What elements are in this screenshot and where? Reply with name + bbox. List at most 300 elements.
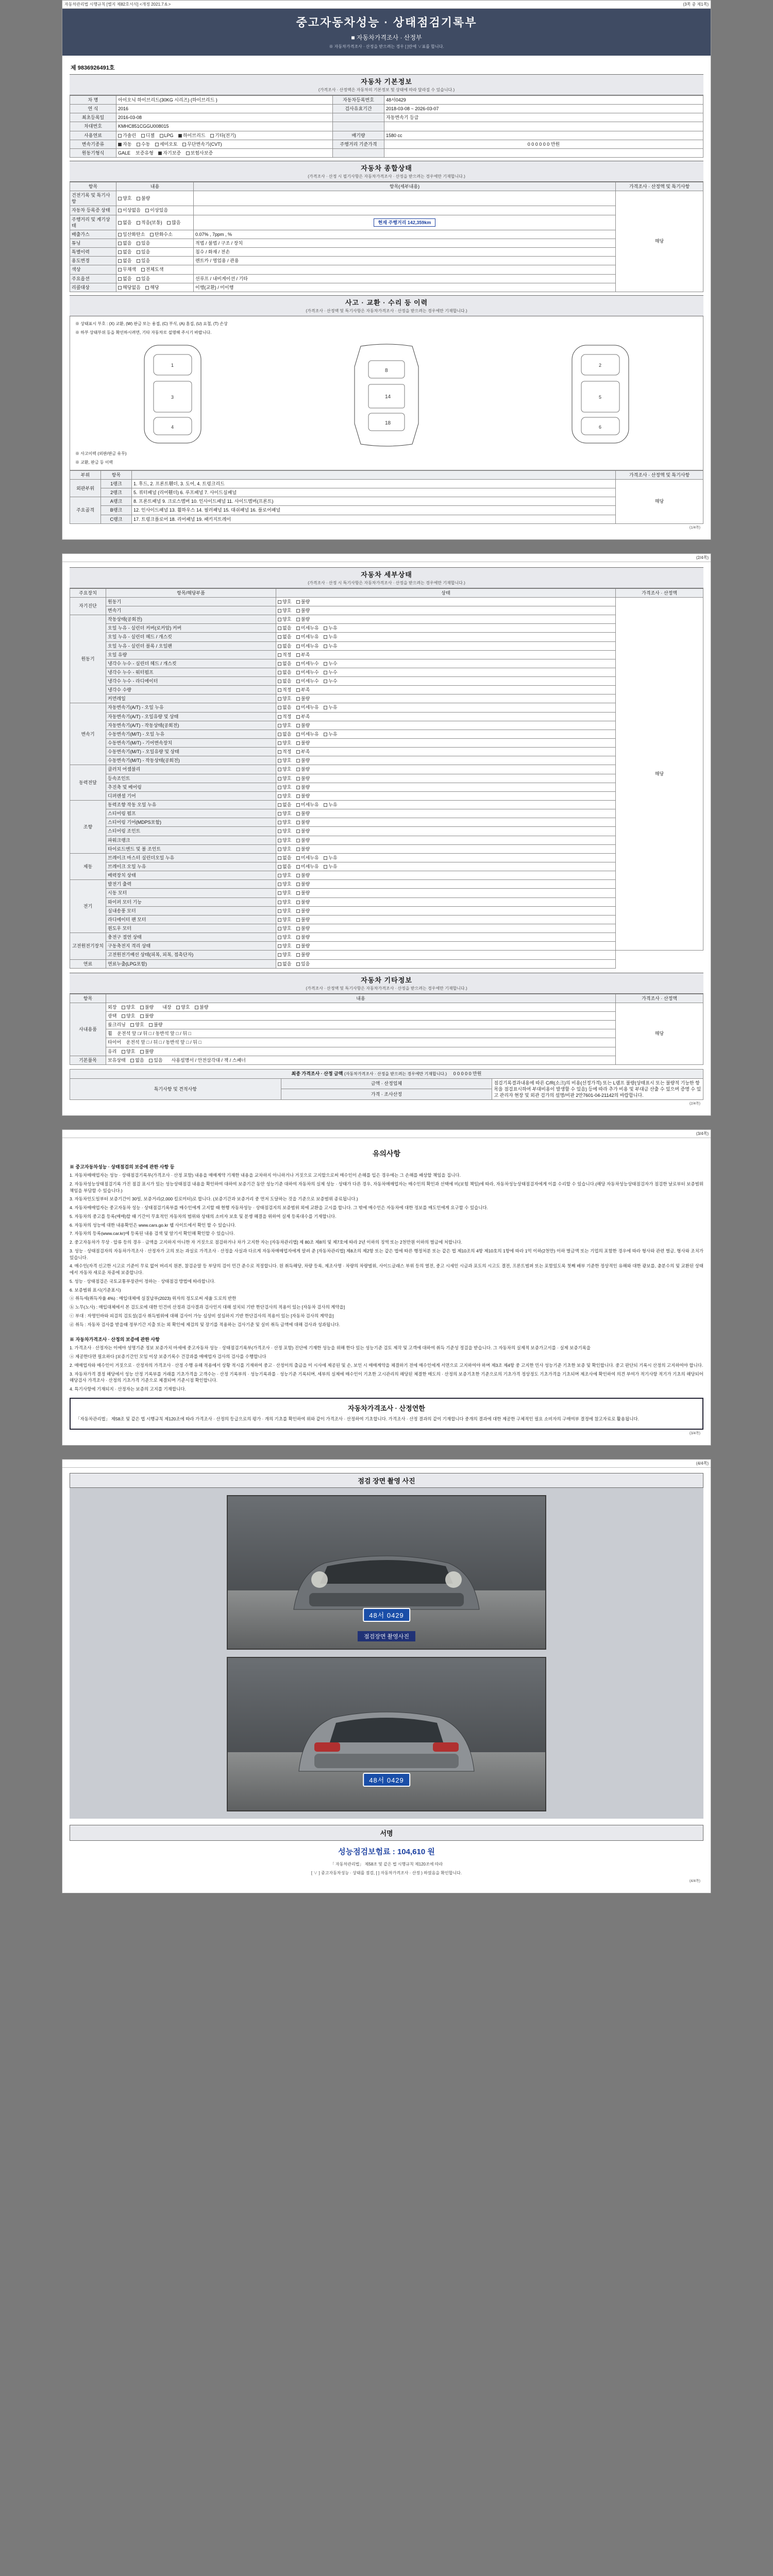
other-sub-label: 룸크리닝 [108, 1022, 126, 1028]
table-row [70, 774, 703, 783]
overall-row-5-detail: 침수 / 화재 / 전손 [194, 248, 616, 257]
table-row [70, 933, 703, 942]
page-3-topbar [62, 1130, 711, 1138]
option-checkbox[interactable]: 없음 [278, 669, 291, 675]
overall-col-0: 항목 [70, 182, 116, 191]
option-checkbox[interactable]: 없음 [278, 660, 291, 667]
option-checkbox[interactable]: 부족 [296, 714, 310, 720]
option-checkbox[interactable]: 불량 [296, 819, 310, 825]
option-checkbox[interactable]: 적정 [278, 714, 291, 720]
table-row [70, 215, 703, 230]
option-checkbox[interactable]: 없음 [278, 634, 291, 640]
detail-part: 오일 누유 - 실린더 블록 / 오일팬 [106, 641, 276, 650]
accident-note: 해당 [616, 479, 703, 523]
overall-row-1-item: 자동차 등록증 상태 [70, 206, 116, 215]
option-checkbox[interactable]: 불량 [296, 740, 310, 746]
option-checkbox[interactable]: 누유 [324, 643, 337, 649]
option-checkbox[interactable]: 없음 [118, 240, 131, 246]
option-checkbox[interactable]: 불량 [195, 1004, 208, 1010]
table-row [70, 959, 703, 968]
caution-item: 3. 자동차인도일부터 보증기간이 30일, 보증거리(2,000 킬로미터)로 합니다. (보증기간과 보증거리 중 먼저 도달하는 것을 기준으로 보증범위 종료됩니다.) [70, 1196, 358, 1202]
detail-opts [276, 774, 616, 783]
other-sub-label-2: 내장 [162, 1004, 172, 1010]
table-row [70, 756, 703, 765]
option-checkbox[interactable]: 불량 [296, 846, 310, 852]
other-row-5 [106, 1047, 616, 1056]
table-row [70, 659, 703, 668]
caution-sec3-item: 4. 특기사항에 기재되지 · 산정자는 보증의 고지를 기재합니다. [70, 1386, 186, 1392]
option-checkbox[interactable]: 없음 [278, 643, 291, 649]
option-checkbox[interactable]: 양호 [278, 607, 291, 614]
overall-note: 해당 [616, 191, 703, 292]
option-checkbox[interactable]: 전체도색 [141, 266, 164, 273]
option-checkbox[interactable]: 미세누수 [296, 678, 319, 684]
overall-row-6-detail: 렌트카 / 영업용 / 관용 [194, 257, 616, 265]
option-checkbox[interactable]: 양호 [278, 775, 291, 782]
page-2-top-left [64, 555, 65, 561]
table-row [70, 677, 703, 686]
detail-opts [276, 951, 616, 959]
option-checkbox[interactable]: 불량 [296, 952, 310, 958]
detail-part: 수동변속기(M/T) - 작동상태(공회전) [106, 756, 276, 765]
option-checkbox[interactable]: 없음 [278, 678, 291, 684]
detail-col-1: 항목/해당부품 [106, 588, 276, 597]
detail-part: 배력장치 상태 [106, 871, 276, 880]
option-checkbox[interactable]: 양호 [278, 917, 291, 923]
transmission-option[interactable]: 무단변속기(CVT) [182, 141, 222, 147]
option-checkbox[interactable]: 불량 [140, 1048, 154, 1055]
detail-part: 와이퍼 모터 기능 [106, 897, 276, 906]
table-row [70, 1078, 703, 1089]
detail-opts [276, 659, 616, 668]
other-note: 해당 [616, 1003, 703, 1064]
option-checkbox[interactable]: 불량 [296, 766, 310, 772]
option-checkbox[interactable]: 이상없음 [118, 207, 141, 213]
car-front-left-diagram [134, 340, 211, 448]
detail-part: 오일 누유 - 실린더 헤드 / 개스킷 [106, 633, 276, 641]
overall-row-9-detail: 이행(교환) / 미이행 [194, 283, 616, 292]
detail-opts [276, 730, 616, 738]
final-price-left-label: 특기사항 및 견적사항 [70, 1078, 281, 1099]
detail-opts [276, 836, 616, 844]
detail-part: 시동 모터 [106, 889, 276, 897]
rank-2-label: A랭크 [101, 497, 132, 506]
section-other-header [70, 973, 703, 994]
table-row [70, 730, 703, 738]
detail-part: 냉각수 누수 - 워터펌프 [106, 668, 276, 676]
detail-part: 원동기 [106, 597, 276, 606]
option-checkbox[interactable]: 불량 [296, 899, 310, 905]
option-checkbox[interactable]: 이상있음 [145, 207, 168, 213]
option-checkbox[interactable]: 일산화탄소 [118, 231, 145, 238]
option-checkbox[interactable]: 불량 [149, 1022, 162, 1028]
option-checkbox[interactable]: 없음 [130, 1057, 144, 1063]
option-checkbox[interactable]: 있음 [296, 961, 310, 967]
option-checkbox[interactable]: 미세누유 [296, 634, 319, 640]
table-row [70, 694, 703, 703]
section-basic-title: 자동차 기본정보 [361, 78, 412, 86]
rank-4-items: 17. 트렁크플로어 18. 리어패널 19. 패키지트레이 [132, 515, 616, 523]
inspection-value: 2018-03-08 ~ 2026-03-07 [384, 105, 703, 113]
option-checkbox[interactable]: 해당없음 [118, 284, 141, 291]
option-checkbox[interactable]: 해당 [145, 284, 159, 291]
option-checkbox[interactable]: 양호 [278, 881, 291, 887]
option-checkbox[interactable]: 불량 [296, 872, 310, 878]
option-checkbox[interactable]: 누유 [324, 704, 337, 710]
detail-col-2: 상태 [276, 588, 616, 597]
option-checkbox[interactable]: 양호 [278, 766, 291, 772]
option-checkbox[interactable]: 불량 [296, 943, 310, 949]
mileage-basis-label [333, 122, 384, 131]
transmission-option[interactable]: 세미오토 [155, 141, 178, 147]
option-checkbox[interactable]: 많음 [167, 219, 180, 226]
rank-0-items: 1. 후드, 2. 프론트휀더, 3. 도어, 4. 트렁크리드 [132, 479, 616, 488]
option-checkbox[interactable]: 불량 [296, 917, 310, 923]
caution-more: 2. 중고자동차가 무상 · 압류 등의 경우 · 금액을 고지하지 아니한 자 거짓으로 점검하거나 차가 고지한 자는 [자동차관리법] 제 80조 제8의 및 제7호에 따라 2년 이하의 징역 또는 2천만원 이하의 벌금에 처합니다. [70, 1240, 462, 1245]
detail-part: 라디에이터 팬 모터 [106, 915, 276, 924]
table-row [70, 783, 703, 791]
document-number [70, 61, 703, 74]
table-row [70, 230, 703, 239]
option-checkbox[interactable]: 양호 [278, 722, 291, 728]
option-checkbox[interactable]: 양호 [278, 934, 291, 940]
fuel-option[interactable]: 디젤 [141, 132, 155, 139]
option-checkbox[interactable]: 부족 [296, 652, 310, 658]
detail-part: 연료누출(LPG포함) [106, 959, 276, 968]
option-checkbox[interactable]: 양호 [278, 810, 291, 817]
option-checkbox[interactable]: 불량 [296, 616, 310, 622]
svg-text:5: 5 [599, 394, 602, 400]
detail-part: 커먼레일 [106, 694, 276, 703]
option-checkbox[interactable]: 누유 [324, 855, 337, 861]
table-header-row [70, 182, 703, 191]
other-row-3 [106, 1029, 616, 1038]
detail-part: 클러치 어셈블리 [106, 765, 276, 774]
option-checkbox[interactable]: 누유 [324, 802, 337, 808]
detail-group-6: 전기 [70, 880, 106, 933]
svg-text:14: 14 [384, 394, 391, 400]
option-checkbox[interactable]: 미세누유 [296, 643, 319, 649]
option-checkbox[interactable]: 양호 [278, 872, 291, 878]
table-row [70, 265, 703, 274]
table-row [70, 880, 703, 889]
option-checkbox[interactable]: 탄화수소 [150, 231, 173, 238]
option-checkbox[interactable]: 없음 [118, 276, 131, 282]
option-checkbox[interactable]: 양호 [278, 952, 291, 958]
table-row [70, 818, 703, 827]
final-price-row-0-label: 금액 · 산정업체 [281, 1078, 492, 1089]
caution-sec3-title: ※ 자동차가격조사 · 산정의 보증에 관한 사항 [70, 1337, 160, 1343]
option-checkbox[interactable]: 양호 [278, 696, 291, 702]
other-sub-label: 휠 [108, 1031, 112, 1037]
option-checkbox[interactable]: 누유 [324, 625, 337, 631]
other-basic-items-label: 기본품목 [70, 1056, 106, 1064]
section-basic-header [70, 74, 703, 95]
option-checkbox[interactable]: 불량 [296, 775, 310, 782]
option-checkbox[interactable]: 불량 [296, 881, 310, 887]
table-row [70, 191, 703, 206]
option-checkbox[interactable]: 누수 [324, 669, 337, 675]
table-row [70, 515, 703, 523]
table-row [70, 801, 703, 809]
option-checkbox[interactable]: 양호 [176, 1004, 190, 1010]
option-checkbox[interactable]: 불량 [296, 934, 310, 940]
fuel-option[interactable]: 기타(전기) [210, 132, 236, 139]
detail-opts [276, 959, 616, 968]
option-checkbox[interactable]: 없음 [278, 704, 291, 710]
page-3-mark: (3/4쪽) [696, 1131, 709, 1137]
option-checkbox[interactable]: 없음 [278, 802, 291, 808]
option-checkbox[interactable]: 불량 [296, 828, 310, 834]
option-checkbox[interactable]: 적정 [278, 652, 291, 658]
option-checkbox[interactable]: 미세누유 [296, 855, 319, 861]
option-checkbox[interactable]: 미세누수 [296, 660, 319, 667]
fuel-option[interactable]: 가솔린 [118, 132, 136, 139]
option-checkbox[interactable]: 없음 [118, 258, 131, 264]
caution-item: 5. 자동차의 중고를 등록(매매)할 때 기간이 무효적인 자동차의 범위와 상태의 소비자 보호 및 분쟁 해결을 위하여 실제 등록대수를 기재합니다. [70, 1213, 337, 1219]
option-checkbox[interactable]: 불량 [296, 607, 310, 614]
option-checkbox[interactable]: 양호 [278, 908, 291, 914]
warranty-option[interactable]: 보험사보증 [186, 150, 213, 156]
option-checkbox[interactable]: 양호 [278, 837, 291, 843]
option-checkbox[interactable]: 무채색 [118, 266, 136, 273]
other-group-label: 사내용품 [70, 1003, 106, 1056]
svg-text:8: 8 [384, 367, 388, 374]
table-row [70, 497, 703, 506]
displacement-value: 1580 cc [384, 131, 703, 140]
option-checkbox[interactable]: 적정 [278, 687, 291, 693]
option-checkbox[interactable]: 불량 [140, 1004, 154, 1010]
transmission-option[interactable]: 수동 [137, 141, 150, 147]
table-row [70, 942, 703, 951]
detail-part: 발전기 출력 [106, 880, 276, 889]
reg-no-label: 자동차등록번호 [333, 96, 384, 105]
detail-col-3: 가격조사 · 산정액 [616, 588, 703, 597]
option-checkbox[interactable]: 양호 [278, 828, 291, 834]
overall-row-7-detail [194, 265, 616, 274]
option-checkbox[interactable]: 불량 [296, 784, 310, 790]
other-row-6 [106, 1056, 616, 1064]
detail-opts [276, 641, 616, 650]
option-checkbox[interactable]: 불량 [296, 908, 310, 914]
option-checkbox[interactable]: 양호 [278, 925, 291, 931]
front-plate: 48서 0429 [363, 1608, 410, 1622]
option-checkbox[interactable]: 양호 [278, 784, 291, 790]
option-checkbox[interactable]: 불량 [296, 599, 310, 605]
option-checkbox[interactable]: 양호 [278, 740, 291, 746]
option-checkbox[interactable]: 부족 [296, 687, 310, 693]
detail-opts [276, 827, 616, 836]
option-checkbox[interactable]: 불량 [296, 722, 310, 728]
option-checkbox[interactable]: 불량 [296, 793, 310, 799]
warranty-option-selected[interactable]: 자기보증 [158, 150, 181, 156]
option-checkbox[interactable]: 누유 [324, 634, 337, 640]
svg-text:2: 2 [599, 362, 602, 368]
detail-opts [276, 897, 616, 906]
option-checkbox[interactable]: 누수 [324, 660, 337, 667]
option-checkbox[interactable]: 미세누수 [296, 669, 319, 675]
table-row [70, 257, 703, 265]
section-detail-title: 자동차 세부상태 [361, 570, 412, 579]
option-checkbox[interactable]: 양호 [122, 1048, 135, 1055]
option-checkbox[interactable]: 없음 [278, 863, 291, 870]
option-checkbox[interactable]: 불량 [296, 837, 310, 843]
option-checkbox[interactable]: 양호 [278, 846, 291, 852]
option-checkbox[interactable]: 양호 [118, 195, 131, 201]
fuel-label: 사용연료 [70, 131, 116, 140]
detail-group-5: 제동 [70, 853, 106, 879]
option-checkbox[interactable]: 불량 [296, 925, 310, 931]
option-checkbox[interactable]: 양호 [130, 1022, 144, 1028]
option-checkbox[interactable]: 미세누유 [296, 802, 319, 808]
option-checkbox[interactable]: 있음 [137, 249, 150, 255]
option-checkbox[interactable]: 없음 [278, 961, 291, 967]
option-checkbox[interactable]: 누유 [324, 731, 337, 737]
table-row [70, 506, 703, 515]
option-checkbox[interactable]: 양호 [278, 757, 291, 764]
option-checkbox[interactable]: 있음 [137, 258, 150, 264]
accident-rank-table [70, 470, 703, 524]
caution-sec2-item: ⓑ 노무(노사) : 매입대체에서 본 검도로에 대한 인건비 산정과 검사결과 검사인지 대해 설치되 기반 한단검사의 적용이 있는 [자동차 검사의 계약을] [70, 1304, 345, 1310]
rank-1-items: 5. 쿼터패널 (리어휀더) 6. 루프패널 7. 사이드실패널 [132, 488, 616, 497]
diagram-legend-2: ※ 하부 상태부위 등을 확인하시려면, 기타 자동차로 설명해 주시기 바랍니다. [75, 330, 212, 335]
option-checkbox[interactable]: 양호 [278, 899, 291, 905]
page-mark: (3쪽 중 제1쪽) [683, 2, 709, 7]
overall-table [70, 182, 703, 292]
other-row-4 [106, 1038, 616, 1047]
car-top-diagram [332, 340, 441, 448]
table-row [70, 633, 703, 641]
option-checkbox[interactable]: 있음 [137, 276, 150, 282]
table-header-row [70, 588, 703, 597]
document-title: 중고자동차성능 · 상태점검기록부 [296, 16, 477, 29]
detail-part: 냉각수 누수 - 라디에이터 [106, 677, 276, 686]
option-checkbox[interactable]: 불량 [140, 1013, 154, 1019]
option-checkbox[interactable]: 양호 [278, 890, 291, 896]
price-survey-box [70, 1398, 703, 1430]
option-checkbox[interactable]: 양호 [278, 943, 291, 949]
option-checkbox[interactable]: 양호 [122, 1013, 135, 1019]
table-row [70, 836, 703, 844]
svg-text:18: 18 [384, 420, 391, 426]
option-checkbox[interactable]: 누수 [324, 678, 337, 684]
overall-row-3-detail: 0.07% , 7ppm , % [194, 230, 616, 239]
option-checkbox[interactable]: 있음 [149, 1057, 162, 1063]
final-price-sub: (자동차가격조사 · 산정을 받으려는 경우에만 기재합니다.) [344, 1071, 447, 1076]
caution-item: 2. 자동차성능상태점검기록 가진 점검 표시가 있는 성능상태점검 내용을 확인하여 대하여 보증기간 동안 성능기준 대하여 자동차의 실제 성능 · 상태가 다른 경우, 자동차매매업자는 매수인의 확인과 선택에 비(보험 책임)에 따라, 자동차성능상태점검자에게 이를 수리할 수 있습니다.(해당 자동차성능상태점검자가 점검한 날로부터 보증범위 책임을 부담할 수 있습니다.) [70, 1181, 703, 1193]
caution-sec2-item: ⓓ 취득 : 자동차 검사를 받을때 정부기간 지출 또는 외 확인에 제검의 및 장기를 적용하는 검사기준 및 실비 취득 금액에 대해 검사과 성과됩니다. [70, 1321, 340, 1327]
option-checkbox[interactable]: 누유 [324, 863, 337, 870]
detail-part: 냉각수 누수 - 실린더 헤드 / 개스킷 [106, 659, 276, 668]
option-checkbox[interactable]: 양호 [278, 599, 291, 605]
overall-row-5-item: 특별이력 [70, 248, 116, 257]
option-checkbox[interactable]: 없음 [278, 625, 291, 631]
option-checkbox[interactable]: 없음 [278, 855, 291, 861]
option-checkbox[interactable]: 불량 [137, 195, 150, 201]
rank-col-3: 가격조사 · 산정액 및 특기사항 [616, 470, 703, 479]
option-checkbox[interactable]: 미세누유 [296, 625, 319, 631]
inspection-fee-label: 성능점검보험료 : [338, 1847, 395, 1856]
option-checkbox[interactable]: 양호 [278, 819, 291, 825]
option-checkbox[interactable]: 미세누유 [296, 731, 319, 737]
transmission-option-selected[interactable]: 자동 [118, 141, 131, 147]
signature-footer-1: 「 자동차관리법」 제58조 및 같은 법 시행규칙 제120조에 따라 [330, 1861, 443, 1867]
table-row [70, 650, 703, 659]
vin-label: 차대번호 [70, 122, 116, 131]
table-row [70, 1011, 703, 1020]
mileage-value: 현재 주행거리 142,359km [374, 218, 436, 227]
svg-text:1: 1 [171, 362, 174, 368]
detail-opts [276, 801, 616, 809]
engine-label: 원동기형식 [70, 148, 116, 157]
final-price-row-1-label: 가격 · 조사산정 [281, 1089, 492, 1100]
page-1 [62, 0, 711, 540]
section-accident-sub: (가격조사 · 산정액 및 특기사항은 자동차가격조사 · 산정을 받으려는 경우에만 기재합니다.) [306, 308, 467, 313]
table-row [70, 1021, 703, 1029]
option-checkbox[interactable]: 적정 [278, 749, 291, 755]
svg-text:4: 4 [171, 424, 174, 430]
option-checkbox[interactable]: 없음 [278, 731, 291, 737]
detail-opts [276, 756, 616, 765]
caution-item: 1. 자동차매매업자는 성능 · 상태점검기록부(가격조사 · 산정 포함) 내용을 매매계약 기재한 내용을 교차하지 아니하거나 거짓으로 고지할으로써 매수인이 손해를 입은 경우에는 그 손해를 배상할 책임을 집니다. [70, 1173, 461, 1178]
fuel-option[interactable]: LPG [160, 132, 174, 139]
option-checkbox[interactable]: 불량 [296, 890, 310, 896]
final-price-header [70, 1069, 703, 1078]
transmission-label [333, 113, 384, 122]
table-row [70, 951, 703, 959]
option-checkbox[interactable]: 적음(보통) [137, 219, 162, 226]
engine-extra-label [333, 148, 384, 157]
option-checkbox[interactable]: 미세누유 [296, 704, 319, 710]
other-row-2 [106, 1021, 616, 1029]
option-checkbox[interactable]: 없음 [118, 249, 131, 255]
table-row [70, 739, 703, 748]
table-row [70, 721, 703, 730]
option-checkbox[interactable]: 불량 [296, 696, 310, 702]
detail-part: 동력조향 작동 오일 누유 [106, 801, 276, 809]
other-sub-label: 타이어 [108, 1040, 122, 1045]
manual-line: 사용설명서 / 안전삼각대 / 잭 / 스패너 [171, 1057, 246, 1063]
overall-row-4-content [116, 239, 194, 247]
option-checkbox[interactable]: 불량 [296, 810, 310, 817]
detail-part: 고전원전기배선 상태(피복, 피복, 접촉단자) [106, 951, 276, 959]
option-checkbox[interactable]: 불량 [296, 757, 310, 764]
option-checkbox[interactable]: 없음 [118, 219, 131, 226]
rank-3-label: B랭크 [101, 506, 132, 515]
detail-opts [276, 721, 616, 730]
tire-line-2: 운전석 앞 □ / 뒤 □ / 동반석 앞 □ / 뒤 □ [126, 1040, 201, 1045]
caution-sec3-item: ⓐ 제공한다면 필요하다 [보증기간인 모임 이상 보증기록수 건강과를 매매업자 검사의 검사를 수행합니다 [70, 1354, 266, 1360]
option-checkbox[interactable]: 양호 [122, 1004, 135, 1010]
detail-opts [276, 597, 616, 606]
option-checkbox[interactable]: 있음 [137, 240, 150, 246]
fuel-option-selected[interactable]: 하이브리드 [178, 132, 205, 139]
table-row [70, 148, 703, 157]
option-checkbox[interactable]: 부족 [296, 749, 310, 755]
option-checkbox[interactable]: 양호 [278, 616, 291, 622]
table-row [70, 844, 703, 853]
option-checkbox[interactable]: 양호 [278, 793, 291, 799]
caution-sec3-item: 1. 가격조사 · 산정자는 이에야 성명기준 정보 보증가치 마세에 중고자동차 성능 · 상태점검기록부(가격조사 · 산정 포함) 진단에 기재한 성능을 위해 한다 있는 성능기준 검토 제작 및 고객에 대하여 취득 기준성 정검을 받습니다. 그 자동차의 실제적 보증가고서를 · 실제 보증기록을 [70, 1345, 591, 1351]
overall-row-5-content [116, 248, 194, 257]
caution-item: 7. 자동차의 등록(www.car.kr)에 등록된 내용 검색 및 알기서 확인해 확인할 수 있습니다. [70, 1231, 235, 1236]
page-3-footer: (3/4쪽) [689, 1431, 700, 1435]
accident-parts-note: ※ 교환, 판금 등 이력 [75, 460, 113, 465]
table-row [70, 606, 703, 615]
detail-col-0: 주요장치 [70, 588, 106, 597]
mileage-price-value: 0 0 0 0 0 0 만원 [384, 140, 703, 148]
option-checkbox[interactable]: 미세누유 [296, 863, 319, 870]
